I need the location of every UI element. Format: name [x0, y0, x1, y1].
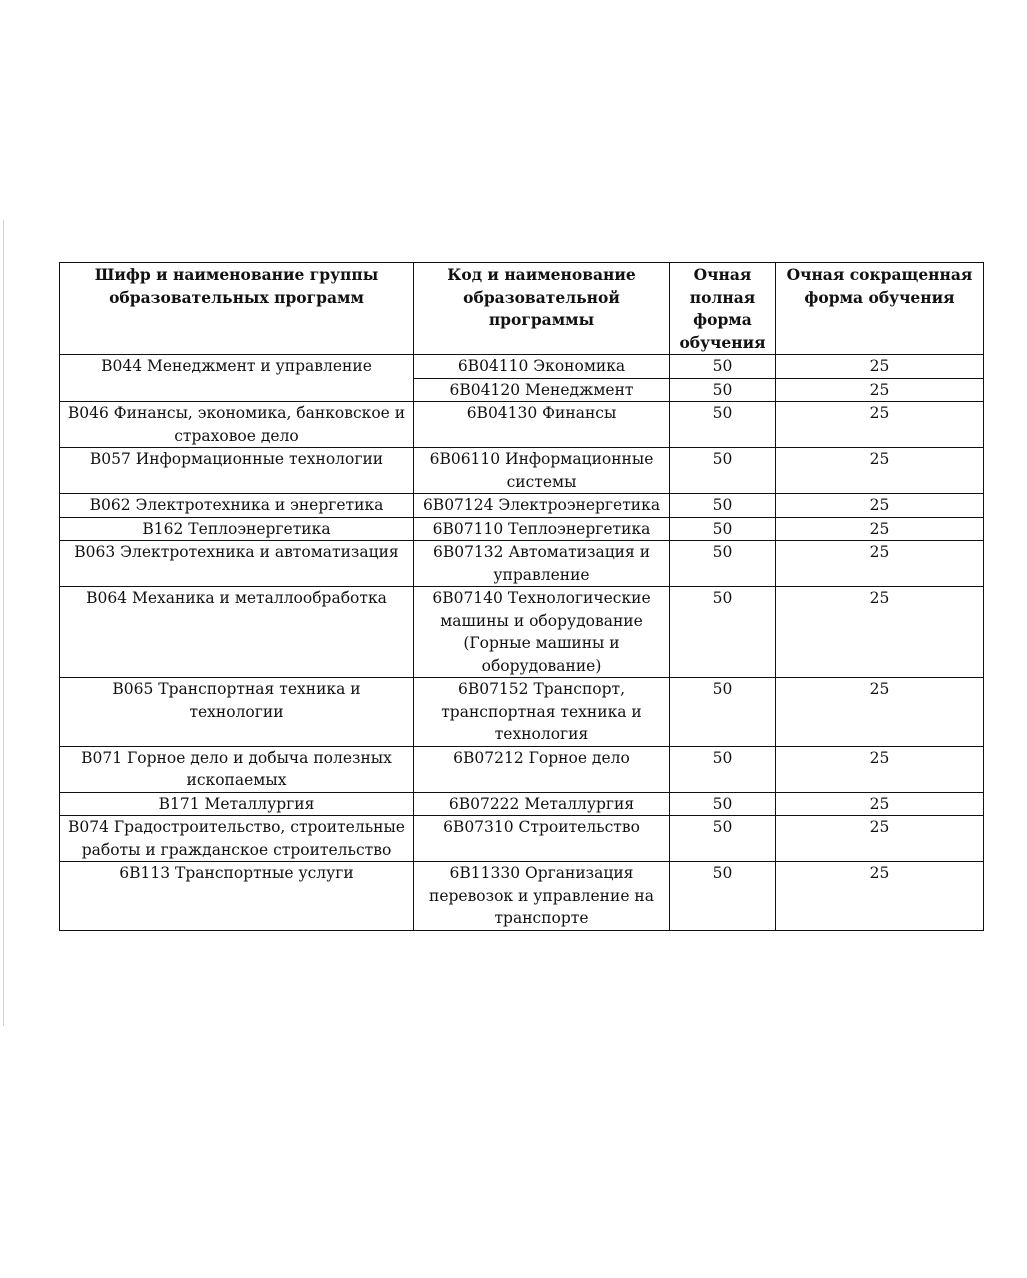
short-time-cell: 25 — [776, 378, 984, 402]
header-full-time: Очная полная форма обучения — [670, 263, 776, 355]
full-time-cell: 50 — [670, 587, 776, 678]
full-time-cell: 50 — [670, 402, 776, 448]
full-time-cell: 50 — [670, 816, 776, 862]
short-time-cell: 25 — [776, 494, 984, 518]
group-cell: В065 Транспортная техника и технологии — [60, 678, 414, 747]
program-cell: 6В07124 Электроэнергетика — [414, 494, 670, 518]
program-cell: 6В07110 Теплоэнергетика — [414, 517, 670, 541]
program-cell: 6В04110 Экономика — [414, 355, 670, 379]
group-cell: В074 Градостроительство, строительные работы и гражданское строительство — [60, 816, 414, 862]
full-time-cell: 50 — [670, 494, 776, 518]
table-row — [60, 746, 984, 792]
program-cell: 6В11330 Организация перевозок и управление на транспорте — [414, 862, 670, 931]
short-time-cell: 25 — [776, 402, 984, 448]
table-row — [60, 587, 984, 678]
short-time-cell: 25 — [776, 862, 984, 931]
full-time-cell: 50 — [670, 862, 776, 931]
table-row — [60, 792, 984, 816]
full-time-cell: 50 — [670, 355, 776, 379]
table-row — [60, 494, 984, 518]
full-time-cell: 50 — [670, 746, 776, 792]
short-time-cell: 25 — [776, 541, 984, 587]
program-cell: 6В07310 Строительство — [414, 816, 670, 862]
full-time-cell: 50 — [670, 678, 776, 747]
program-cell: 6В07152 Транспорт, транспортная техника и технология — [414, 678, 670, 747]
group-cell: В171 Металлургия — [60, 792, 414, 816]
programs-table — [59, 262, 984, 931]
group-cell: 6В113 Транспортные услуги — [60, 862, 414, 931]
table-row — [60, 355, 984, 379]
full-time-cell: 50 — [670, 541, 776, 587]
short-time-cell: 25 — [776, 816, 984, 862]
group-cell: В062 Электротехника и энергетика — [60, 494, 414, 518]
full-time-cell: 50 — [670, 517, 776, 541]
table-row — [60, 678, 984, 747]
short-time-cell: 25 — [776, 746, 984, 792]
header-program: Код и наименование образовательной программы — [414, 263, 670, 355]
full-time-cell: 50 — [670, 448, 776, 494]
group-cell: В057 Информационные технологии — [60, 448, 414, 494]
short-time-cell: 25 — [776, 587, 984, 678]
table-row — [60, 816, 984, 862]
header-short-time: Очная сокращенная форма обучения — [776, 263, 984, 355]
header-group: Шифр и наименование группы образовательных программ — [60, 263, 414, 355]
table-row — [60, 541, 984, 587]
full-time-cell: 50 — [670, 378, 776, 402]
short-time-cell: 25 — [776, 792, 984, 816]
program-cell: 6В04120 Менеджмент — [414, 378, 670, 402]
table-row — [60, 517, 984, 541]
page-edge-divider — [3, 220, 4, 1026]
table-header-row — [60, 263, 984, 355]
group-cell: В044 Менеджмент и управление — [60, 355, 414, 402]
table-row — [60, 402, 984, 448]
table-row — [60, 448, 984, 494]
group-cell: В071 Горное дело и добыча полезных ископаемых — [60, 746, 414, 792]
short-time-cell: 25 — [776, 448, 984, 494]
program-cell: 6В04130 Финансы — [414, 402, 670, 448]
short-time-cell: 25 — [776, 517, 984, 541]
short-time-cell: 25 — [776, 355, 984, 379]
program-cell: 6В07222 Металлургия — [414, 792, 670, 816]
short-time-cell: 25 — [776, 678, 984, 747]
program-cell: 6В07132 Автоматизация и управление — [414, 541, 670, 587]
program-cell: 6В07140 Технологические машины и оборудование (Горные машины и оборудование) — [414, 587, 670, 678]
program-cell: 6В07212 Горное дело — [414, 746, 670, 792]
group-cell: В063 Электротехника и автоматизация — [60, 541, 414, 587]
group-cell: В046 Финансы, экономика, банковское и страховое дело — [60, 402, 414, 448]
group-cell: В162 Теплоэнергетика — [60, 517, 414, 541]
group-cell: В064 Механика и металлообработка — [60, 587, 414, 678]
table-row — [60, 862, 984, 931]
program-cell: 6В06110 Информационные системы — [414, 448, 670, 494]
full-time-cell: 50 — [670, 792, 776, 816]
